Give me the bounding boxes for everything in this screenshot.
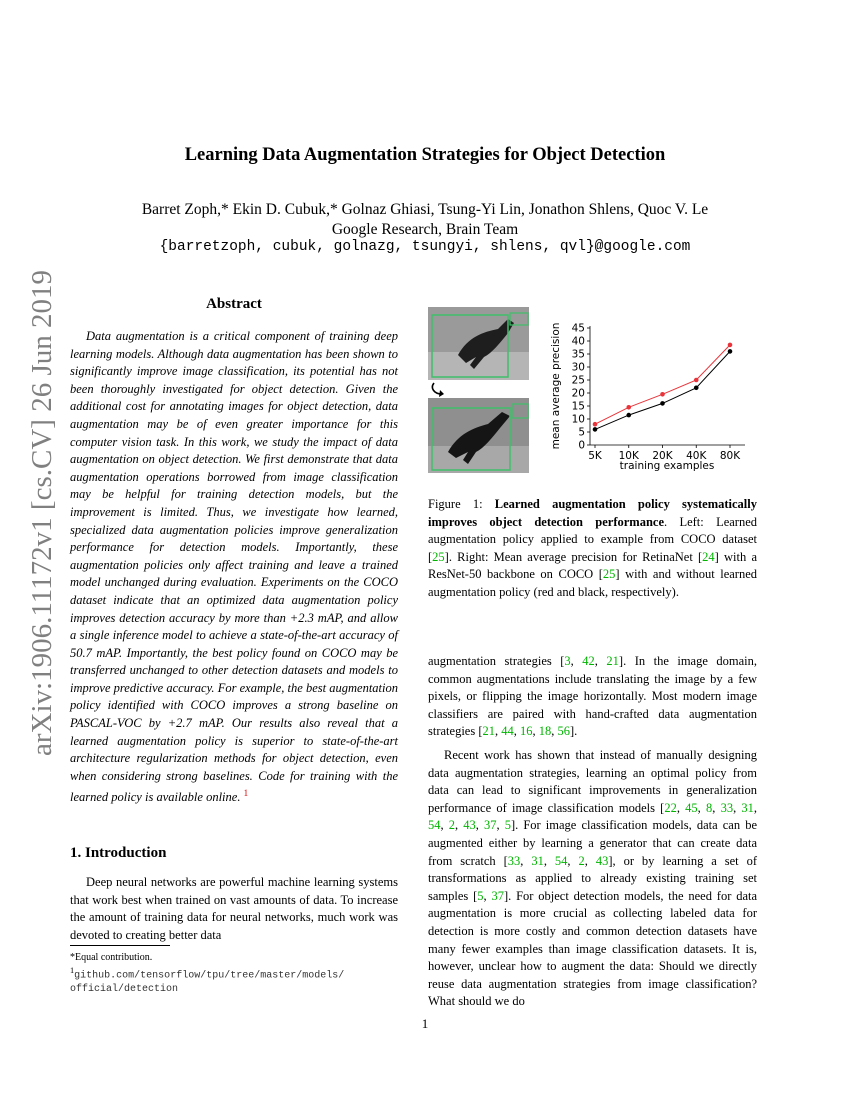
data-point <box>660 401 665 406</box>
footnote-ref[interactable]: 1 <box>243 788 249 799</box>
y-axis-label: mean average precision <box>550 322 562 450</box>
caption-bold: Learned augmentation policy systematically improves object detection performance <box>428 497 757 529</box>
x-tick-label: 20K <box>652 450 673 462</box>
citation-link[interactable]: 5 <box>504 818 511 833</box>
citation-link[interactable]: 45 <box>685 800 698 815</box>
body-text: Recent work has shown that instead of manually designing data augmentation strategies, learning an optimal policy from data can lead to significant improvements in generalization performance of image classification models [ <box>428 747 757 815</box>
x-tick-label: 5K <box>588 450 602 462</box>
intro-heading: 1. Introduction <box>70 845 167 861</box>
citation-link[interactable]: 54 <box>428 818 441 833</box>
y-tick-label: 45 <box>571 322 585 335</box>
y-tick-label: 15 <box>571 400 585 413</box>
citation-link[interactable]: 37 <box>491 888 504 903</box>
caption-text: ]. Right: Mean average precision for RetinaNet [ <box>444 549 703 564</box>
footnote-code-link[interactable] <box>70 964 410 996</box>
paragraph: augmentation strategies [3, 42, 21]. In the image domain, common augmentations include translating the image by a few pixels, or flipping the image horizontally. Most modern image classifiers are paired with hand-crafted data augmentation strategies [21, 44, 16, 18, 56]. <box>428 654 758 739</box>
footnotes <box>70 951 410 996</box>
body-text: ]. For image classification models, data can be augmented either by learning a generator that can create data from scratch [ <box>428 818 758 868</box>
x-tick-label: 10K <box>618 450 639 462</box>
data-point <box>626 405 631 410</box>
y-tick-label: 5 <box>578 426 585 439</box>
x-tick-label: 80K <box>719 450 741 462</box>
body-text: ]. In the image domain, common augmentations include translating the image by a few pixels, or flipping the image horizontally. Most modern image classifiers are paired with hand-crafted data augmentation strategies [ <box>428 654 758 739</box>
page-number: 1 <box>421 1016 429 1031</box>
footnote-url-2[interactable]: official/detection <box>70 984 179 996</box>
citation-link[interactable]: 56 <box>557 724 570 739</box>
abstract-heading: Abstract <box>206 296 262 312</box>
x-tick-label: 40K <box>686 450 707 462</box>
data-point <box>626 413 631 418</box>
right-column-body <box>428 653 757 1017</box>
footnote-mark: 1 <box>70 966 75 975</box>
dog-photo-top <box>428 307 529 380</box>
data-point <box>694 386 699 391</box>
y-tick-label: 0 <box>578 439 585 452</box>
citation-link[interactable]: 21 <box>606 654 619 668</box>
augmentation-arrow-icon <box>430 380 452 398</box>
citation-link[interactable]: 43 <box>595 853 609 868</box>
caption-prefix: Figure 1: <box>428 497 495 511</box>
y-tick-label: 25 <box>571 374 585 387</box>
caption-text: . Left: Learned augmentation policy applied to example from COCO dataset [ <box>428 514 758 564</box>
paper-title: Learning Data Augmentation Strategies for Object Detection <box>184 145 666 165</box>
citation-link[interactable]: 8 <box>705 800 713 815</box>
body-text: ]. For object detection models, the need for data augmentation is more crucial as collecting labeled data for detection is more costly and common detection datasets have many fewer examples than image classification datasets. It is, however, unclear how to augment the data: Should we directly reuse data augmentation strategies from image classification? What should we do <box>428 888 758 1009</box>
citation-link[interactable]: 25 <box>602 567 616 582</box>
footnote-url-1[interactable]: github.com/tensorflow/tpu/tree/master/models/ <box>74 970 345 982</box>
footnote-equal: *Equal contribution. <box>70 952 153 963</box>
y-tick-label: 30 <box>571 361 585 374</box>
augmented-dog-image-top <box>428 307 529 380</box>
y-tick-label: 10 <box>571 413 585 426</box>
author-emails: {barretzoph, cubuk, golnazg, tsungyi, shlens, qvl}@google.com <box>159 239 691 255</box>
citation-link[interactable]: 37 <box>483 818 497 833</box>
series-line-learned-policy <box>595 345 730 424</box>
citation-link[interactable]: 25 <box>432 549 445 564</box>
citation-link[interactable]: 18 <box>538 724 552 739</box>
data-point <box>728 349 733 354</box>
figure-caption <box>428 496 757 602</box>
map-line-chart <box>545 318 755 478</box>
paragraph: Recent work has shown that instead of manually designing data augmentation strategies, learning an optimal policy from data can lead to significant improvements in generalization performance of image classification models [22, 45, 8, 33, 31, 54, 2, 43, 37, 5]. For image classification models, data can be augmented either by learning a generator that can create data from scratch [33, 31, 54, 2, 43], or by learning a set of transformations as applied to already existing training set samples [5, 37]. For object detection models, the need for data augmentation is more crucial as collecting labeled data for detection is more costly and common detection datasets have many fewer examples than image classification datasets. It is, however, unclear how to augment the data: Should we directly reuse data augmentation strategies from image classification? What should we do <box>428 747 758 1009</box>
citation-link[interactable]: 42 <box>582 654 595 668</box>
body-text: augmentation strategies [ <box>428 654 565 668</box>
y-tick-label: 20 <box>571 387 585 400</box>
caption-text: ] with a ResNet-50 backbone on COCO [ <box>428 549 758 582</box>
citation-link[interactable]: 5 <box>477 888 484 903</box>
citation-link[interactable]: 21 <box>482 724 495 739</box>
data-point <box>694 378 699 383</box>
citation-link[interactable]: 22 <box>664 800 677 815</box>
citation-link[interactable]: 24 <box>702 549 715 564</box>
citation-link[interactable]: 31 <box>531 853 544 868</box>
caption-text: ] with and without learned augmentation policy (red and black, respectively). <box>428 567 757 599</box>
citation-link[interactable]: 31 <box>741 800 754 815</box>
y-tick-label: 40 <box>571 335 585 348</box>
dog-photo-bottom <box>428 398 529 473</box>
augmented-dog-image-bottom <box>428 398 529 473</box>
body-text: ], or by learning a set of transformations as applied to already existing training set samples [ <box>428 853 758 903</box>
citation-link[interactable]: 2 <box>448 818 455 833</box>
data-point <box>728 343 733 348</box>
body-text: ]. <box>570 724 578 739</box>
y-tick-label: 35 <box>571 348 585 361</box>
citation-link[interactable]: 2 <box>578 853 585 868</box>
x-axis-label: training examples <box>619 460 715 472</box>
citation-link[interactable]: 54 <box>554 853 568 868</box>
map-chart <box>545 318 755 478</box>
arxiv-stamp: arXiv:1906.11172v1 [cs.CV] 26 Jun 2019 <box>26 270 58 756</box>
citation-link[interactable]: 16 <box>520 724 533 739</box>
intro-text: Deep neural networks are powerful machine learning systems that work best when trained on vast amounts of data. To increase the amount of training data for neural networks, much work was devoted to creating better data <box>70 875 398 942</box>
affiliation: Google Research, Brain Team <box>331 221 519 238</box>
authors: Barret Zoph,* Ekin D. Cubuk,* Golnaz Ghiasi, Tsung-Yi Lin, Jonathon Shlens, Quoc V. Le <box>141 201 709 218</box>
citation-link[interactable]: 43 <box>463 818 476 833</box>
abstract-body: Data augmentation is a critical component of training deep learning models. Although data augmentation has been shown to significantly improve image classification, its potential has not been thoroughly investigated for object detection. Given the additional cost for annotating images for object detection, data augmentation may be of even greater importance for this computer vision task. In this work, we study the impact of data augmentation on object detection. We first demonstrate that data augmentation operations borrowed from image classification may be helpful for training detection models, but the improvement is limited. Thus, we investigate how learned, specialized data augmentation policies improve generalization performance for detection models. Importantly, these augmentation policies only affect training and leave a trained model unchanged during evaluation. Experiments on the COCO dataset indicate that an optimized data augmentation policy improves detection accuracy by more than +2.3 mAP, and allow a single inference model to achieve a state-of-the-art accuracy of 50.7 mAP. Importantly, the best policy found on COCO may be transferred unchanged to other detection datasets and models to improve predictive accuracy. For example, the best augmentation policy identified with COCO improves a strong baseline on PASCAL-VOC by +2.7 mAP. Our results also reveal that a learned augmentation policy is superior to state-of-the-art architecture regularization methods for object detection, even when considering strong baselines. Code for training with the learned policy is available online. <box>70 329 398 805</box>
citation-link[interactable]: 44 <box>501 724 514 739</box>
author-block <box>0 200 850 240</box>
data-point <box>593 422 598 427</box>
data-point <box>593 427 598 432</box>
citation-link[interactable]: 33 <box>507 853 521 868</box>
citation-link[interactable]: 3 <box>564 654 571 668</box>
abstract-text <box>70 328 398 807</box>
data-point <box>660 392 665 397</box>
series-line-baseline <box>595 351 730 429</box>
footnote-rule <box>70 945 170 946</box>
citation-link[interactable]: 33 <box>720 800 734 815</box>
